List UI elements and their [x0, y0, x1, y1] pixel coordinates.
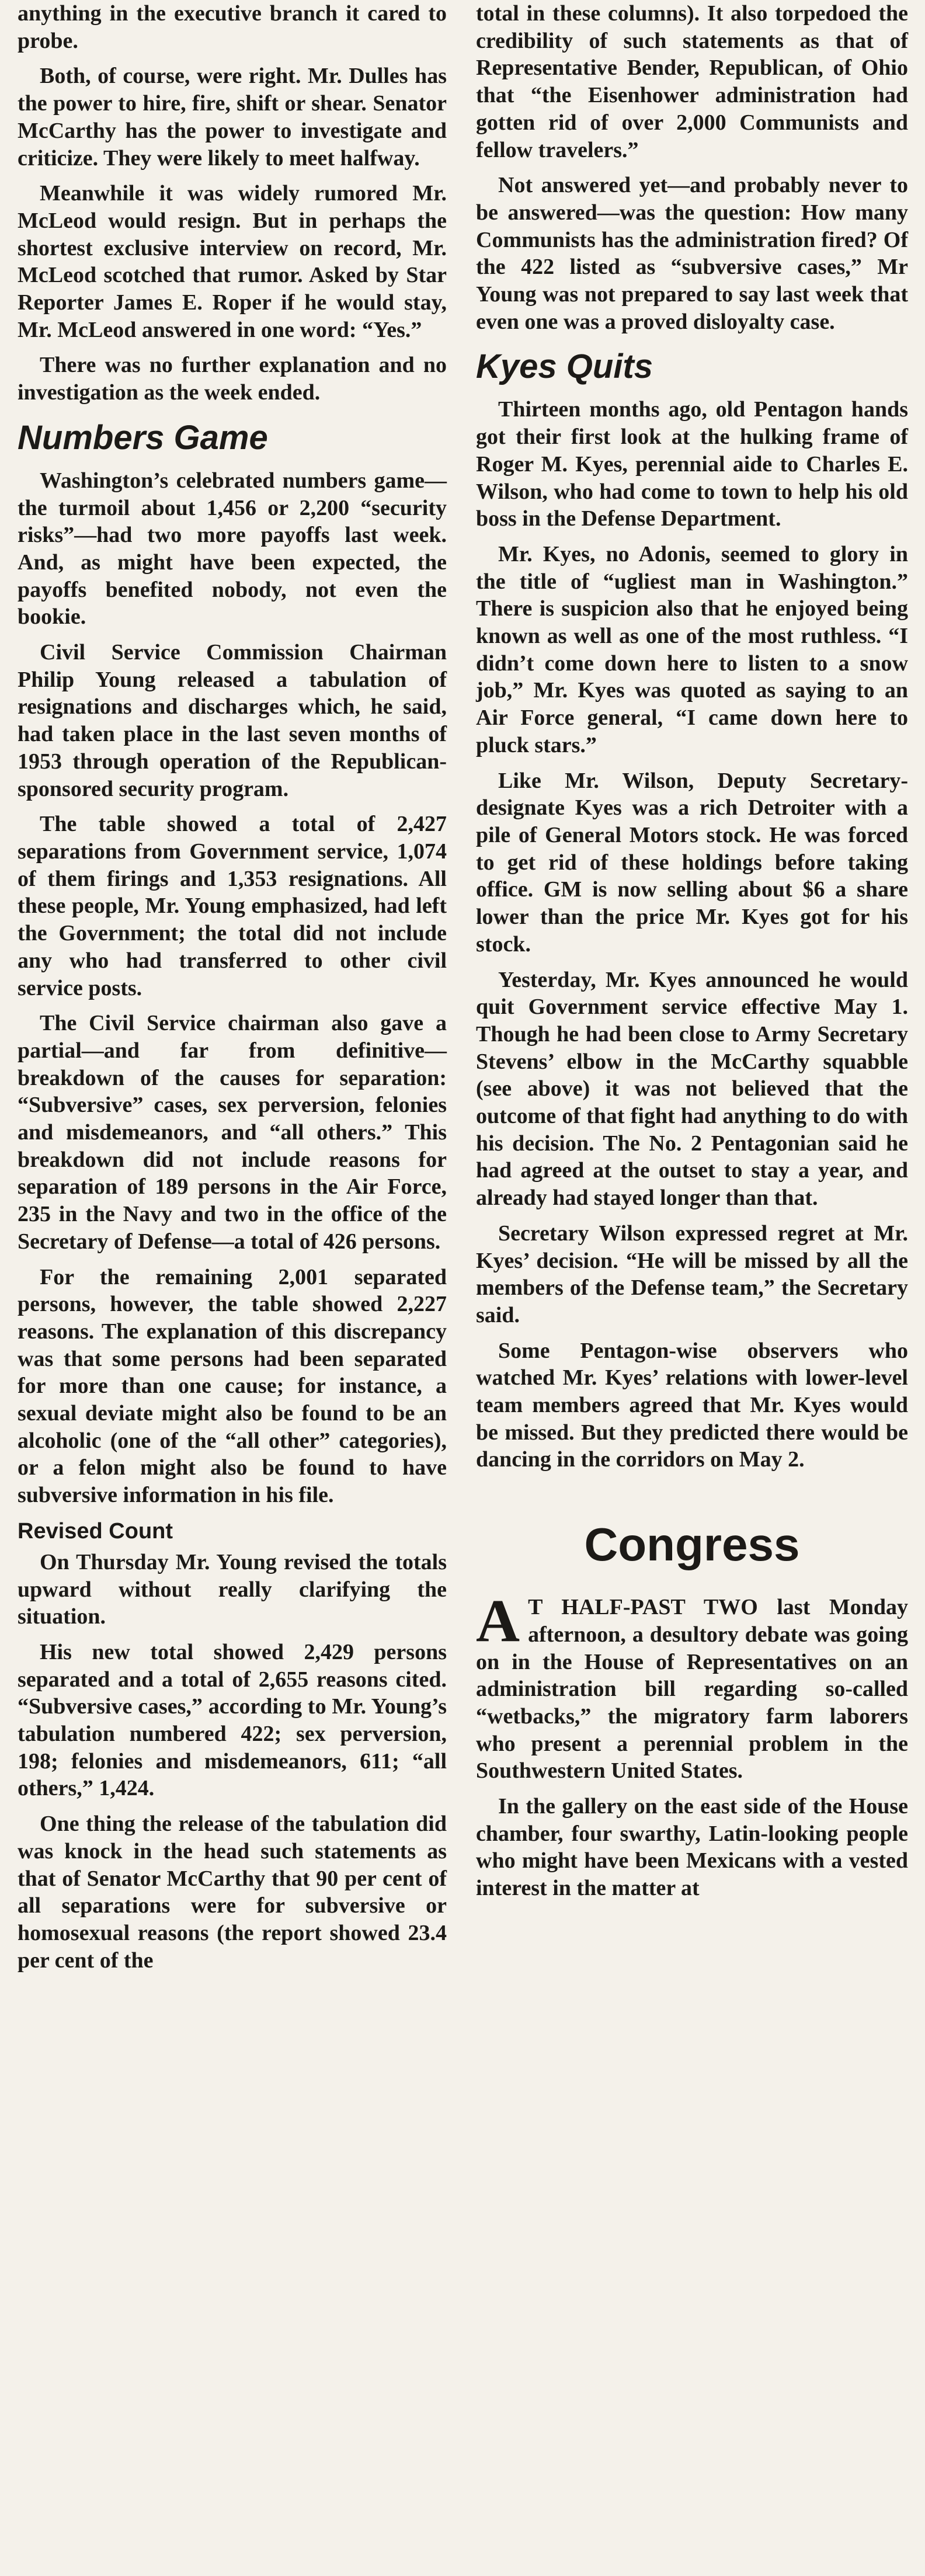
paragraph: Like Mr. Wilson, Deputy Secretary-designate Kyes was a rich Detroiter with a pile of General Motors stock. He was forced to get rid of these holdings before taking office. GM is now selling about $6 a share lower than the price Mr. Kyes got for his stock. — [476, 768, 908, 957]
paragraph: One thing the release of the tabulation did was knock in the head such statements as that of Senator McCarthy that 90 per cent of all separations were for subversive or homosexual reasons (the report showed 23.4 per cent of the — [18, 1812, 447, 1973]
paragraph: For the remaining 2,001 separated persons, however, the table showed 2,227 reasons. The explanation of this discrepancy was that some persons had been separated for more than one cause; for instance, a sexual deviate might also be found to be an alcoholic (one of the “all other” categories), or a felon might also be found to have subversive information in his file. — [18, 1264, 447, 1508]
right-column — [476, 0, 908, 1910]
paragraph: His new total showed 2,429 persons separated and a total of 2,655 reasons cited. “Subversive cases,” according to Mr. Young’s tabulation numbered 422; sex perversion, 198; felonies and misdemeanors, 611; “all others,” 1,424. — [18, 1639, 447, 1801]
lead-paragraph — [476, 1587, 908, 1785]
paragraph: Civil Service Commission Chairman Philip Young released a tabulation of resignations and discharges which, he said, had taken place in the last seven months of 1953 through operation of the Republican-sponsored security program. — [18, 640, 447, 801]
paragraph: In the gallery on the east side of the House chamber, four swarthy, Latin-looking people who might have been Mexicans with a vested interest in the matter at — [476, 1794, 908, 1901]
paragraph: Thirteen months ago, old Pentagon hands got their first look at the hulking frame of Roger M. Kyes, perennial aide to Charles E. Wilson, who had come to town to help his old boss in the Defense Department. — [476, 397, 908, 531]
paragraph: Washington’s celebrated numbers game—the turmoil about 1,456 or 2,200 “security risks”—had two more payoffs last week. And, as might have been expected, the payoffs benefited nobody, not even the bookie. — [18, 468, 447, 630]
paragraph: anything in the executive branch it cared to probe. — [18, 1, 447, 53]
paragraph: On Thursday Mr. Young revised the totals upward without really clarifying the situation. — [18, 1549, 447, 1629]
article-headline: Kyes Quits — [476, 347, 653, 386]
subheading: Revised Count — [18, 1518, 173, 1543]
paragraph: Secretary Wilson expressed regret at Mr. Kyes’ decision. “He will be missed by all the members of the Defense team,” the Secretary said. — [476, 1221, 908, 1327]
section-title: Congress — [584, 1518, 800, 1571]
paragraph: total in these columns). It also torpedoed the credibility of such statements as that of Representative Bender, Republican, of Ohio that “the Eisenhower administration had gotten rid of over 2,000 Communists and fellow travelers.” — [476, 1, 908, 162]
article-headline: Numbers Game — [18, 418, 268, 457]
paragraph: The table showed a total of 2,427 separations from Government service, 1,074 of them firings and 1,353 resignations. All these people, Mr. Young emphasized, had left the Government; the total did not include any who had transferred to other civil service posts. — [18, 812, 447, 1000]
paragraph: There was no further explanation and no investigation as the week ended. — [18, 353, 447, 405]
paragraph: Both, of course, were right. Mr. Dulles has the power to hire, fire, shift or shear. Senator McCarthy has the power to investigate and criticize. They were likely to meet halfway. — [18, 64, 447, 171]
paragraph: Some Pentagon-wise observers who watched Mr. Kyes’ relations with lower-level team members agreed that Mr. Kyes would be missed. But they predicted there would be dancing in the corridors on May 2. — [476, 1338, 908, 1472]
paragraph: Yesterday, Mr. Kyes announced he would quit Government service effective May 1. Though he had been close to Army Secretary Stevens’ elbow in the McCarthy squabble (see above) it was not believed that the outcome of that fight had anything to do with his decision. The No. 2 Pentagonian said he had agreed at the outset to stay a year, and already had stayed longer than that. — [476, 967, 908, 1211]
left-column — [18, 0, 447, 1982]
paragraph: The Civil Service chairman also gave a partial—and far from definitive—breakdown of the causes for separation: “Subversive” cases, sex perversion, felonies and misdemeanors, and “all others.” This breakdown did not include reasons for separation of 189 persons in the Air Force, 235 in the Navy and two in the office of the Secretary of Defense—a total of 426 persons. — [18, 1011, 447, 1254]
drop-cap: A — [476, 1587, 520, 1655]
paragraph: Mr. Kyes, no Adonis, seemed to glory in the title of “ugliest man in Washington.” There is suspicion also that he enjoyed being known as well as one of the most ruthless. “I didn’t come down here to listen to a snow job,” Mr. Kyes was quoted as saying to an Air Force general, “I came down here to pluck stars.” — [476, 541, 908, 757]
paragraph: Meanwhile it was widely rumored Mr. McLeod would resign. But in perhaps the shortest exclusive interview on record, Mr. McLeod scotched that rumor. Asked by Star Reporter James E. Roper if he would stay, Mr. McLeod answered in one word: “Yes.” — [18, 181, 447, 342]
lead-paragraph-text: T HALF-PAST TWO last Monday afternoon, a desultory debate was going on in the House of Representatives on an administration bill regarding so-called “wetbacks,” the migratory farm laborers who present a perennial problem in the Southwestern United States. — [476, 1595, 908, 1784]
paragraph: Not answered yet—and probably never to be answered—was the question: How many Communists has the administration fired? Of the 422 listed as “subversive cases,” Mr Young was not prepared to say last week that even one was a proved disloyalty case. — [476, 173, 908, 334]
